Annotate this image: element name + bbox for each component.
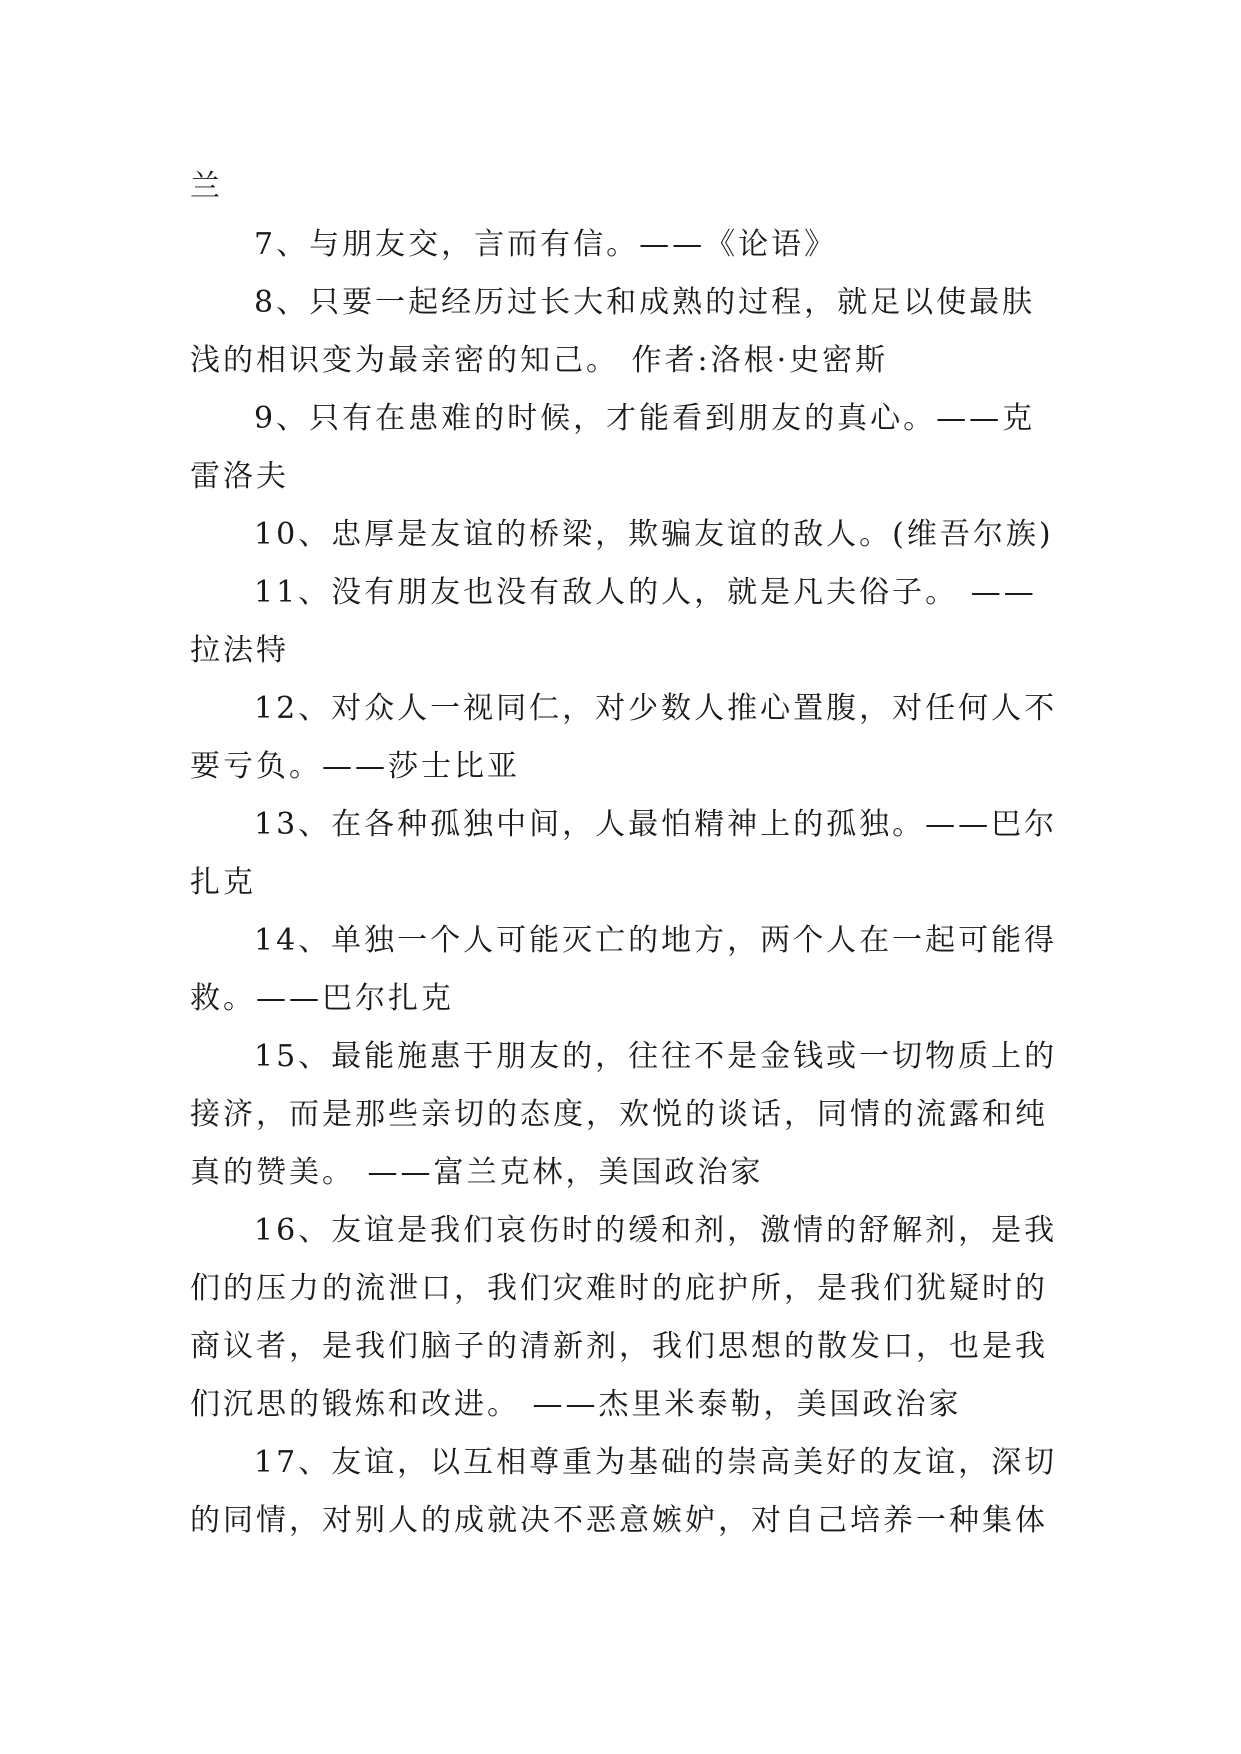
text-line: 接济，而是那些亲切的态度，欢悦的谈话，同情的流露和纯 <box>190 1097 1048 1132</box>
text-line: 真的赞美。 ——富兰克林，美国政治家 <box>190 1155 764 1190</box>
text-line: 12、对众人一视同仁，对少数人推心置腹，对任何人不 <box>254 691 1058 726</box>
text-line: 救。——巴尔扎克 <box>190 981 454 1016</box>
text-line: 们的压力的流泄口，我们灾难时的庇护所，是我们犹疑时的 <box>190 1271 1048 1306</box>
text-line: 16、友谊是我们哀伤时的缓和剂，激情的舒解剂，是我 <box>254 1213 1058 1248</box>
text-line: 雷洛夫 <box>190 459 289 494</box>
quote-text-block <box>190 158 1066 1550</box>
text-line: 们沉思的锻炼和改进。 ——杰里米泰勒，美国政治家 <box>190 1387 962 1422</box>
text-line: 11、没有朋友也没有敌人的人，就是凡夫俗子。 —— <box>254 575 1037 610</box>
text-line: 10、忠厚是友谊的桥梁，欺骗友谊的敌人。(维吾尔族) <box>254 517 1054 552</box>
text-line: 要亏负。——莎士比亚 <box>190 749 520 784</box>
text-line: 17、友谊，以互相尊重为基础的崇高美好的友谊，深切 <box>254 1445 1058 1480</box>
text-line: 扎克 <box>190 865 256 900</box>
text-line: 13、在各种孤独中间，人最怕精神上的孤独。——巴尔 <box>254 807 1058 842</box>
text-line: 兰 <box>190 169 223 204</box>
text-line: 浅的相识变为最亲密的知己。 作者:洛根·史密斯 <box>190 343 889 378</box>
text-line: 14、单独一个人可能灭亡的地方，两个人在一起可能得 <box>254 923 1058 958</box>
text-line: 8、只要一起经历过长大和成熟的过程，就足以使最肤 <box>254 285 1036 320</box>
text-line: 拉法特 <box>190 633 289 668</box>
text-line: 商议者，是我们脑子的清新剂，我们思想的散发口，也是我 <box>190 1329 1048 1364</box>
text-line: 7、与朋友交，言而有信。——《论语》 <box>254 227 838 262</box>
text-line: 的同情，对别人的成就决不恶意嫉妒，对自己培养一种集体 <box>190 1503 1048 1538</box>
text-line: 9、只有在患难的时候，才能看到朋友的真心。——克 <box>254 401 1036 436</box>
text-line: 15、最能施惠于朋友的，往往不是金钱或一切物质上的 <box>254 1039 1058 1074</box>
